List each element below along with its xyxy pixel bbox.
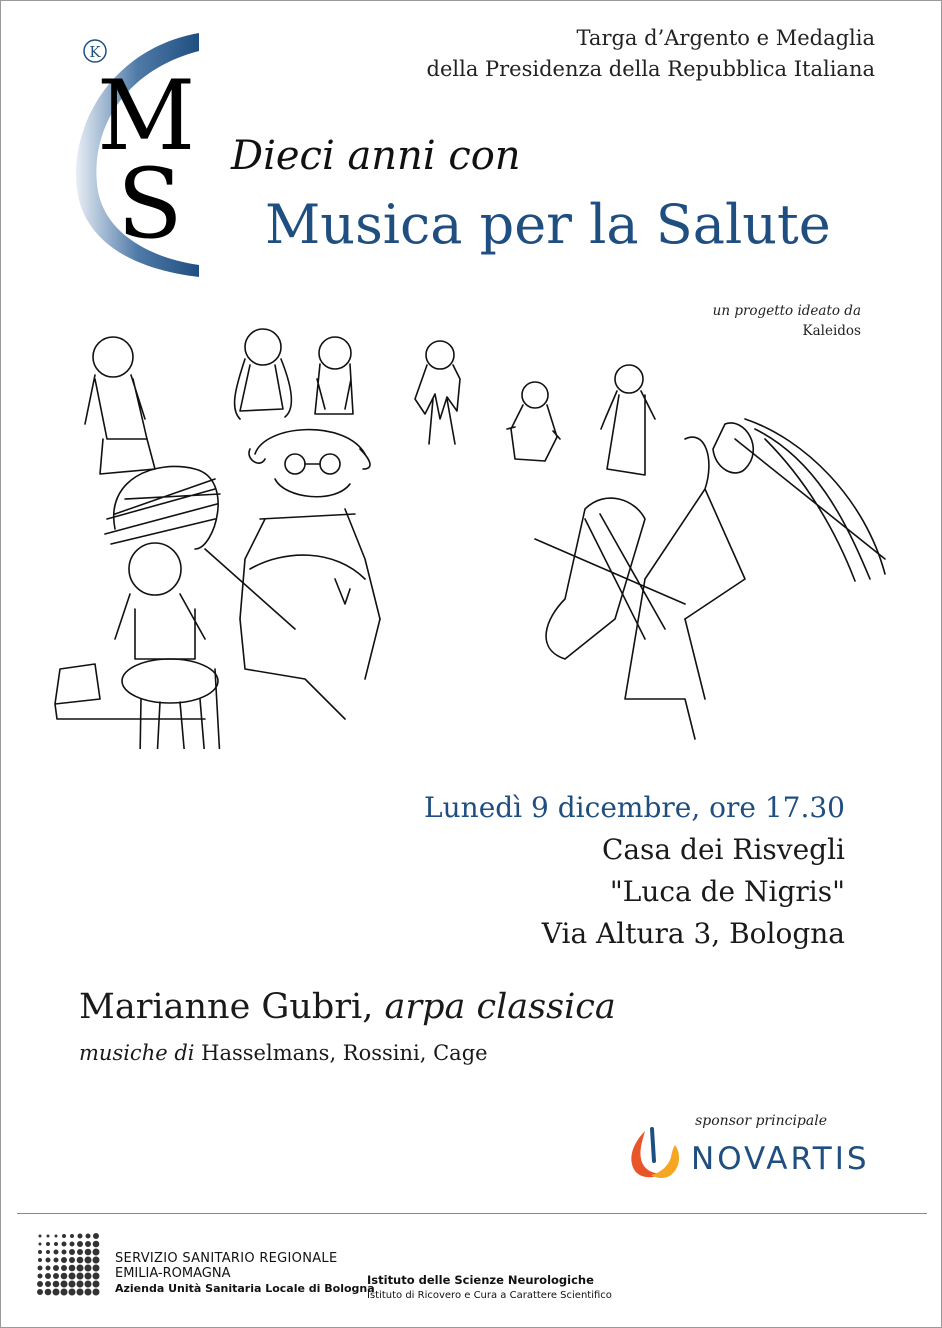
figure-conductor — [205, 430, 380, 719]
performer-instrument: arpa classica — [384, 987, 616, 1027]
performer-name: Marianne Gubri, — [79, 987, 374, 1027]
isn-text — [367, 1273, 612, 1303]
ssr-line-3: Azienda Unità Sanitaria Locale di Bologna — [115, 1282, 375, 1295]
event-details — [424, 787, 845, 955]
award-line-1: Targa d’Argento e Medaglia — [576, 26, 875, 50]
sponsor-label: sponsor principale — [695, 1113, 827, 1129]
logo-letter-m: M — [97, 60, 196, 172]
award-line-2: della Presidenza della Repubblica Italiana — [426, 57, 875, 81]
event-venue-name: "Luca de Nigris" — [609, 875, 845, 908]
project-label: un progetto ideato da — [712, 303, 861, 319]
figure-3 — [315, 337, 353, 414]
registered-mark: K — [89, 43, 101, 61]
ssr-dot-logo — [35, 1231, 105, 1301]
event-venue: Casa dei Risvegli — [601, 833, 845, 866]
isn-line-1: Istituto delle Scienze Neurologiche — [367, 1273, 594, 1287]
ssr-line-2: EMILIA-ROMAGNA — [115, 1266, 231, 1281]
sponsor-name: NOVARTIS — [691, 1141, 870, 1177]
event-date: Lunedì 9 dicembre, ore 17.30 — [424, 791, 845, 824]
program-label: musiche di — [79, 1041, 195, 1065]
isn-line-2: Istituto di Ricovero e Cura a Carattere Scientifico — [367, 1290, 612, 1301]
page-title: Musica per la Salute — [265, 193, 831, 256]
figure-5 — [507, 382, 560, 461]
footer-divider — [17, 1213, 927, 1214]
ms-logo — [69, 29, 209, 281]
logo-letter-s: S — [117, 148, 183, 260]
performer — [79, 987, 616, 1027]
figure-2 — [235, 329, 292, 419]
figure-6 — [601, 365, 655, 475]
figure-drummer — [55, 467, 220, 750]
figure-harpist — [535, 419, 885, 739]
child-drawing-illustration — [45, 319, 895, 749]
event-address: Via Altura 3, Bologna — [541, 917, 845, 950]
figure-4 — [415, 341, 460, 444]
award-text — [427, 23, 875, 85]
subtitle: Dieci anni con — [231, 133, 521, 179]
program — [79, 1041, 488, 1065]
figure-1 — [85, 337, 155, 474]
project-name: Kaleidos — [802, 323, 861, 339]
ssr-line-1: SERVIZIO SANITARIO REGIONALE — [115, 1251, 338, 1266]
program-composers: Hasselmans, Rossini, Cage — [201, 1041, 488, 1065]
ssr-text — [115, 1251, 375, 1296]
